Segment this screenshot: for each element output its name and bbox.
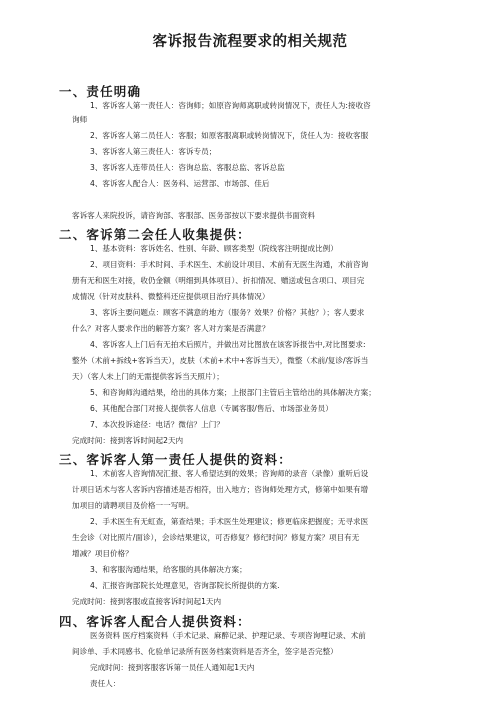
- section-1-line: 3、客诉客人第三责任人：客诉专员；: [90, 147, 217, 156]
- section-4-completion-time: 完成时间：接到客服客诉第一员任人通知起1天内: [90, 663, 255, 672]
- section-4-line: 医务资料 医疗档案资料（手术记录、麻醉记录、护理记录、专项咨询哩记录、术前: [90, 631, 366, 640]
- section-2-line: 1、基本资料：客诉姓名、性别、年龄、顾客类型（院线客注明提成比例）: [90, 244, 338, 253]
- section-2-line: 2、项目资料：手术时间、手术医生、术前设计项目、术前有无医生沟通，术前咨询: [90, 260, 369, 269]
- section-2-line: 3、客诉主要问题点：顾客不满意的地方（服务？效果？价格？其他？）；客人要求: [90, 308, 365, 317]
- section-3-line: 加项目的请聘项目及价格一一写明。: [72, 501, 194, 510]
- section-4-responsible-person: 责任人：: [90, 679, 121, 688]
- section-1-heading: 一、责任明确: [59, 84, 142, 99]
- section-4-heading: 四、客诉客人配合人提供资料：: [59, 614, 251, 629]
- section-1-line: 3、客诉客人连带员任人：咨询总监、客服总监、客诉总监: [90, 163, 285, 172]
- intro-paragraph: 客诉客人来院投诉，请咨询部、客服部、医务部按以下要求提供书面资料: [72, 211, 315, 220]
- section-2-line: 5、和咨询师沟通结果，给出的具体方案；上报部门主管后主管给出的具体解决方案；: [90, 388, 376, 397]
- section-3-line: 增减？项目价格？: [72, 549, 133, 558]
- section-1-line: 1、客诉客人第一责任人：咨询师；如原咨询师离职或转岗情况下，责任人为:接收咨: [90, 101, 371, 110]
- section-2-line: 册有无和医生对接，收仍金额（明细到具体项目）、折扣情况、赠送或包含项口、项目完: [72, 276, 365, 285]
- section-2-line: 成情况（针对皮肤科、微整科还应提供项目治疗具体情况）: [72, 292, 270, 301]
- section-2-line: 7、本次投诉途径：电话？微信？上门？: [90, 420, 224, 429]
- section-3-line: 4、汇报咨询部院长处理意见，咨询部院长所提供的方案.: [90, 581, 280, 590]
- section-2-completion-time: 完成时间：接到客诉时间起2天内: [72, 436, 184, 445]
- section-2-line: 整外（术前+拆线+客诉当天），皮肤（术前+术中+客诉当天），微整（术前/复诊/客诉当: [72, 356, 369, 365]
- document-title: 客诉报告流程要求的相关规范: [152, 34, 348, 50]
- section-3-heading: 三、客诉客人第一责任人提供的资料：: [59, 452, 292, 467]
- section-1-line: 询师: [72, 115, 88, 124]
- section-2-line: 4、客诉客人上门后有无拍术后照片，并做出对比图放在该客诉报告中,对比图要求:: [90, 340, 366, 349]
- section-4-line: 间诊单、手术同感书、化验单记录所有医务档案资料是否齐全，签字是否完整）: [72, 647, 338, 656]
- section-2-line: 6、其他配合部门对接人提供客人信息（专属客服/售后、市场部业务员）: [90, 404, 333, 413]
- section-1-line: 2、客诉客人第二员任人：客服；如原客服离职或转岗情况下，货任人为：接收客服: [90, 131, 369, 140]
- section-2-line: 天）（客人未上门的无需提供客诉当天照片）；: [72, 372, 224, 381]
- section-3-line: 生会诊（对比照片/面诊），会诊结果建议，可否修复？修纪时间？修复方案？项目有无: [72, 533, 360, 542]
- section-1-line: 4、客诉客人配合人：医务科、运营部、市场部、佳后: [90, 179, 270, 188]
- section-3-line: 3、和客服沟通结果，给客服的具体解决方案；: [90, 565, 247, 574]
- section-3-line: 1、术前客人咨询情况汇报、客人希望达到的效果；咨询师的录音（录像）重听后设: [90, 469, 369, 478]
- section-2-line: 什么？对客人要求作出的解答方案？客人对方案是否满意？: [72, 324, 270, 333]
- section-3-completion-time: 完成时间：接到客服或直接客诉时间起1天内: [72, 597, 222, 606]
- section-3-line: 2、手术医生有无虹查，第查结果；手术医生处理建议；修更临床把握度；无寻求医: [90, 517, 369, 526]
- section-3-line: 计项日话术与客人客诉内容描述是否相符，出入地方；咨询师处理方式，修第中如果有增: [72, 485, 369, 494]
- section-2-heading: 二、客诉第二会任人收集提供：: [59, 227, 251, 242]
